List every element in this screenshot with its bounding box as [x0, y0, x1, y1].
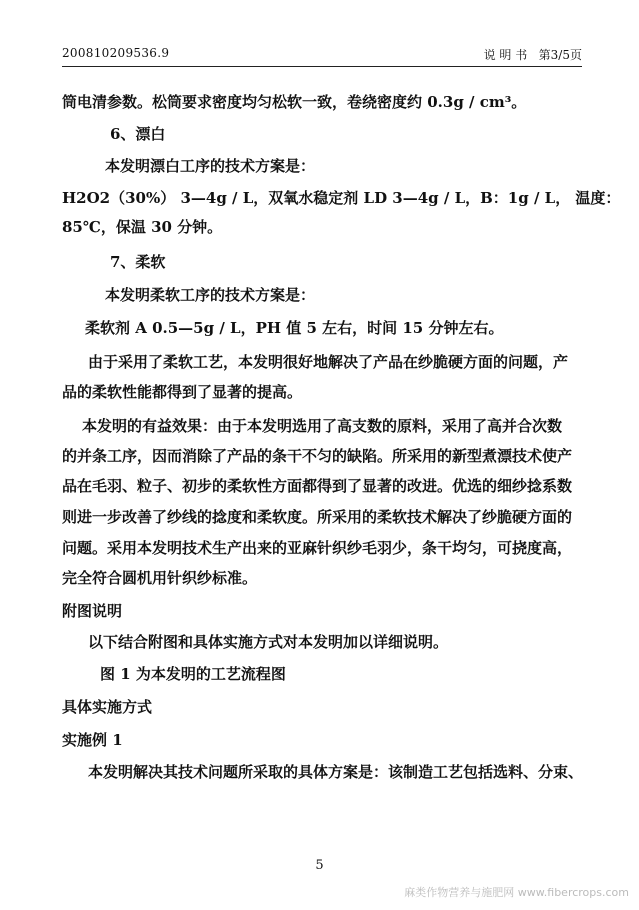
text-line: 的并条工序，因而消除了产品的条干不匀的缺陷。所采用的新型煮漂技术使产 [62, 447, 573, 465]
text-line: 本发明漂白工序的技术方案是： [105, 157, 316, 175]
text-line: 本发明柔软工序的技术方案是： [105, 286, 316, 304]
doc-number: 200810209536.9 [62, 46, 170, 60]
text-line: 由于采用了柔软工艺，本发明很好地解决了产品在纱脆硬方面的问题，产 [88, 353, 569, 371]
text-line: H2O2（30%） 3—4g / L，双氧水稳定剂 LD 3—4g / L，B：1g / L， 温度： [62, 189, 621, 207]
text-line: 具体实施方式 [62, 698, 153, 716]
page-count: 第3/5页 [538, 48, 582, 62]
text-line: 以下结合附图和具体实施方式对本发明加以详细说明。 [88, 633, 449, 651]
text-line: 7、柔软 [110, 253, 166, 271]
text-line: 实施例 1 [62, 731, 123, 749]
text-line: 图 1 为本发明的工艺流程图 [100, 665, 286, 683]
text-line: 85℃，保温 30 分钟。 [62, 218, 223, 236]
section-title: 说 明 书 [483, 48, 528, 62]
watermark: 麻类作物营养与施肥网 www.fibercrops.com [404, 886, 629, 899]
text-line: 6、漂白 [110, 125, 166, 143]
text-line: 筒电清参数。松筒要求密度均匀松软一致，卷绕密度约 0.3g / cm³。 [62, 93, 527, 111]
text-line: 问题。采用本发明技术生产出来的亚麻针织纱毛羽少，条干均匀，可挠度高， [62, 539, 573, 557]
page-number: 5 [315, 858, 324, 873]
text-line: 附图说明 [62, 602, 123, 620]
text-line: 品在毛羽、粒子、初步的柔软性方面都得到了显著的改进。优选的细纱捻系数 [62, 477, 573, 495]
text-line: 本发明的有益效果：由于本发明选用了高支数的原料，采用了高并合次数 [82, 417, 563, 435]
header-rule [62, 66, 582, 67]
page-indicator [484, 46, 582, 63]
text-line: 本发明解决其技术问题所采取的具体方案是：该制造工艺包括选料、分束、 [88, 763, 584, 781]
text-line: 则进一步改善了纱线的捻度和柔软度。所采用的柔软技术解决了纱脆硬方面的 [62, 508, 573, 526]
text-line: 柔软剂 A 0.5—5g / L，PH 值 5 左右，时间 15 分钟左右。 [85, 319, 504, 337]
text-line: 品的柔软性能都得到了显著的提高。 [62, 383, 303, 401]
page-header [62, 46, 582, 66]
text-line: 完全符合圆机用针织纱标准。 [62, 569, 258, 587]
